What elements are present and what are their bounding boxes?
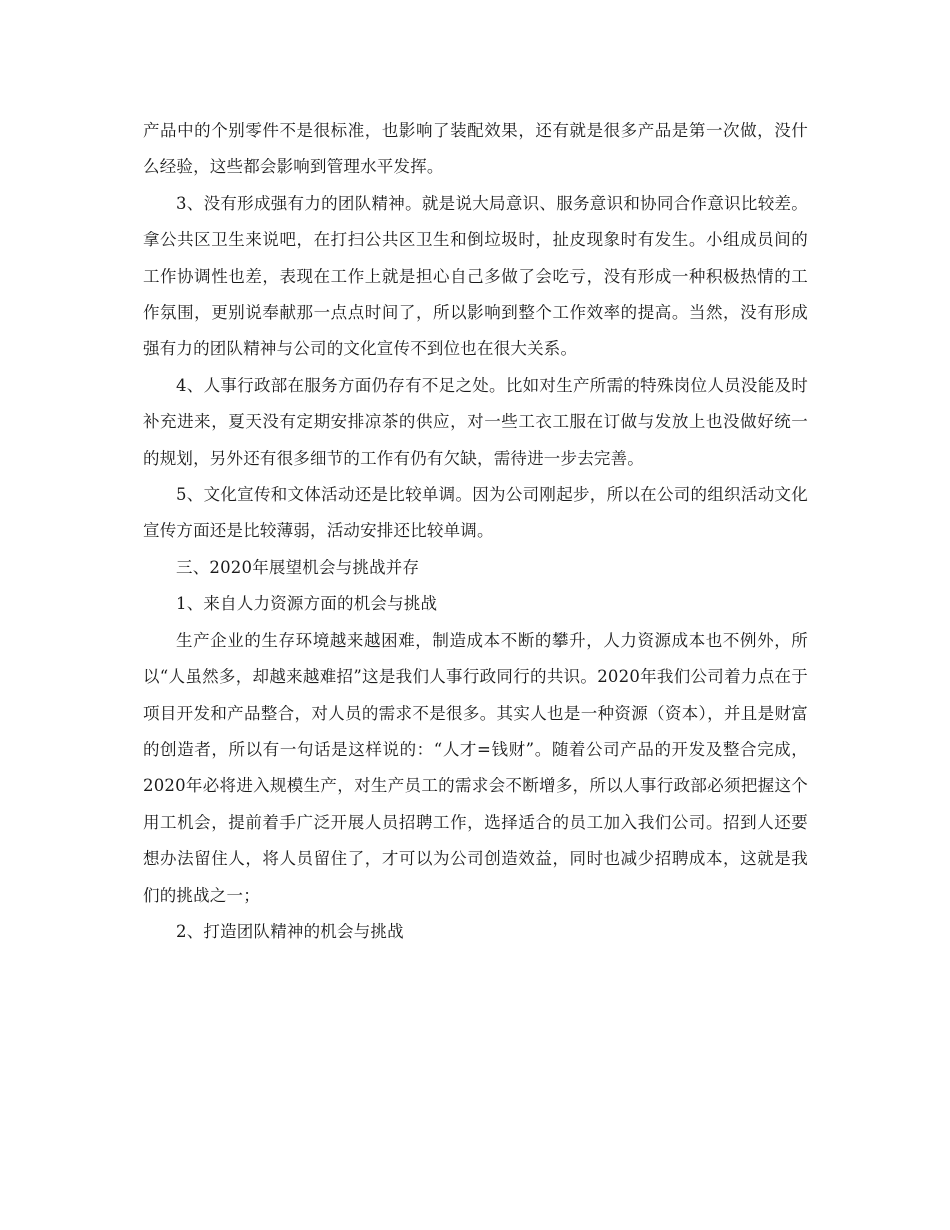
section-heading-3: 三、2020年展望机会与挑战并存 xyxy=(176,557,420,577)
paragraph-item-3: 3、没有形成强有力的团队精神。就是说大局意识、服务意识和协同合作意识比较差。拿公共区卫生来说吧，在打扫公共区卫生和倒垃圾时，扯皮现象时有发生。小组成员间的工作协调性也差，表现在工作上就是担心自己多做了会吃亏，没有形成一种积极热情的工作氛围，更别说奉献那一点点时间了，所以影响到整个工作效率的提高。当然，没有形成强有力的团队精神与公司的文化宣传不到位也在很大关系。 xyxy=(143,193,808,359)
paragraph-item-5: 5、文化宣传和文体活动还是比较单调。因为公司刚起步，所以在公司的组织活动文化宣传方面还是比较薄弱，活动安排还比较单调。 xyxy=(143,485,808,541)
subheading-1: 1、来自人力资源方面的机会与挑战 xyxy=(176,594,438,614)
paragraph-continuation: 产品中的个别零件不是很标准，也影响了装配效果，还有就是很多产品是第一次做，没什么经验，这些都会影响到管理水平发挥。 xyxy=(143,121,808,177)
subheading-2: 2、打造团队精神的机会与挑战 xyxy=(176,921,404,941)
document-body xyxy=(143,113,808,950)
paragraph-hr-opportunity: 生产企业的生存环境越来越困难，制造成本不断的攀升，人力资源成本也不例外，所以“人虽然多，却越来越难招”这是我们人事行政同行的共识。2020年我们公司着力点在于项目开发和产品整合，对人员的需求不是很多。其实人也是一种资源（资本），并且是财富的创造者，所以有一句话是这样说的：“人才=钱财”。随着公司产品的开发及整合完成，2020年必将进入规模生产，对生产员工的需求会不断增多，所以人事行政部必须把握这个用工机会，提前着手广泛开展人员招聘工作，选择适合的员工加入我们公司。招到人还要想办法留住人，将人员留住了，才可以为公司创造效益，同时也减少招聘成本，这就是我们的挑战之一； xyxy=(143,630,808,905)
paragraph-item-4: 4、人事行政部在服务方面仍存有不足之处。比如对生产所需的特殊岗位人员没能及时补充进来，夏天没有定期安排凉茶的供应，对一些工衣工服在订做与发放上也没做好统一的规划，另外还有很多细节的工作有仍有欠缺，需待进一步去完善。 xyxy=(143,375,808,468)
